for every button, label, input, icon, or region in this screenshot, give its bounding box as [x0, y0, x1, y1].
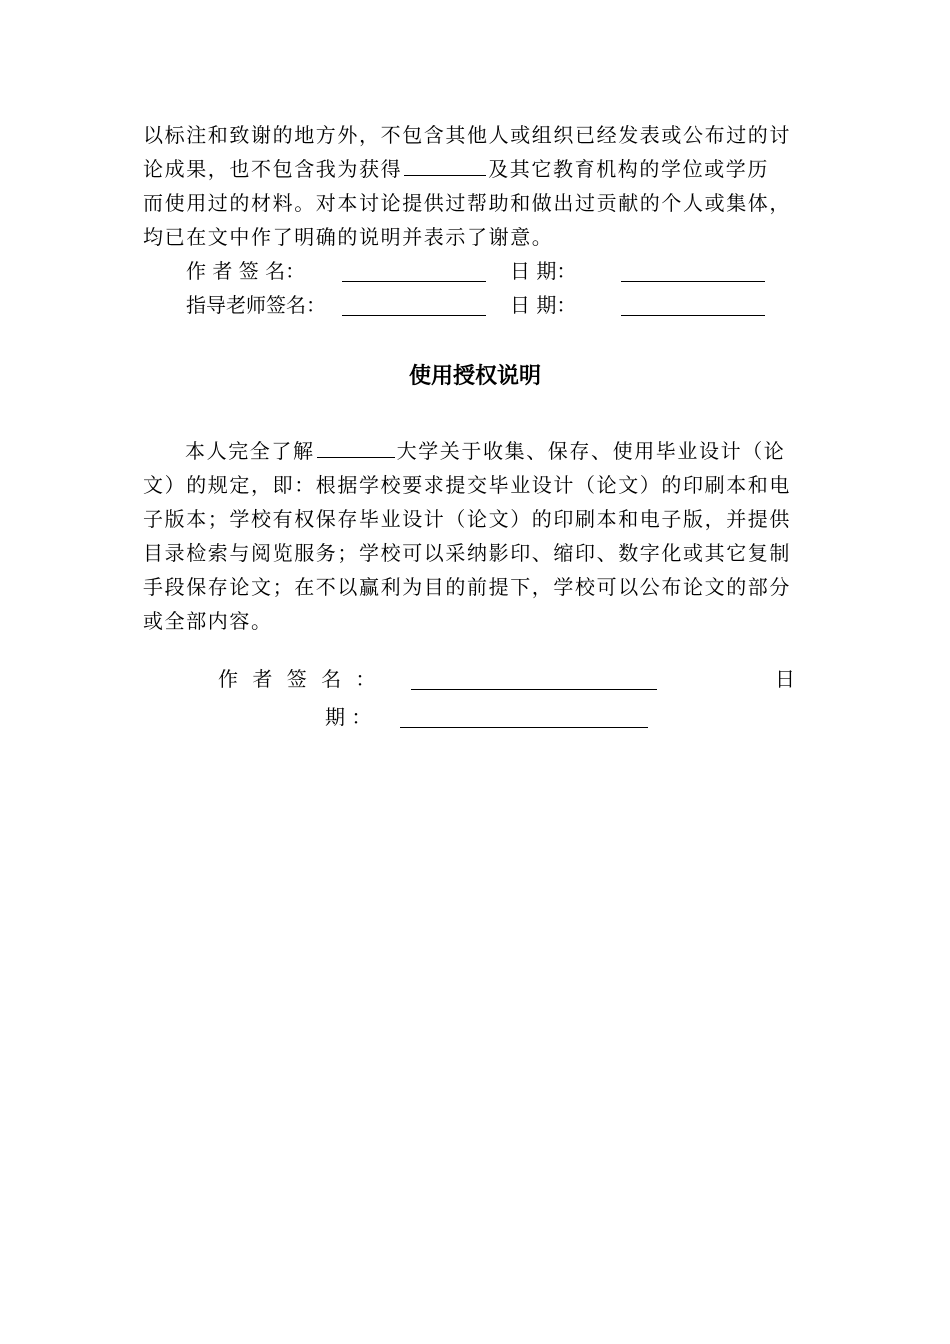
declaration-line-2-start: 论成果，也不包含我为获得 [143, 157, 403, 181]
declaration-line-2 [143, 152, 833, 186]
advisor-signature-label: 指导老师签名： [186, 293, 326, 317]
advisor-date-field[interactable] [621, 315, 765, 316]
advisor-signature-field[interactable] [342, 315, 486, 316]
authorization-line-1-start: 本人完全了解 [185, 439, 315, 463]
declaration-line-4: 均已在文中作了明确的说明并表示了谢意。 [143, 225, 554, 249]
author-signature-label: 作 者 签 名： [186, 259, 306, 283]
authorization-date-char: 日 [775, 667, 795, 691]
authorization-date-field[interactable] [400, 727, 648, 728]
declaration-line-3: 而使用过的材料。对本讨论提供过帮助和做出过贡献的个人或集体， [143, 191, 791, 215]
authorization-date-label: 期 ： [325, 705, 372, 729]
advisor-date-label: 日 期： [510, 293, 577, 317]
author-signature-field[interactable] [342, 281, 486, 282]
date-field[interactable] [621, 281, 765, 282]
authorization-line-4: 目录检索与阅览服务；学校可以采纳影印、缩印、数字化或其它复制 [143, 541, 791, 565]
authorization-line-2: 文）的规定，即：根据学校要求提交毕业设计（论文）的印刷本和电 [143, 473, 791, 497]
authorization-line-1 [143, 434, 833, 468]
section-title: 使用授权说明 [408, 364, 541, 389]
declaration-line-2-end: 及其它教育机构的学位或学历 [488, 157, 770, 181]
authorization-author-field[interactable] [411, 689, 657, 690]
declaration-advisor-row [0, 288, 950, 322]
authorization-author-label: 作 者 签 名 ： [218, 667, 380, 691]
declaration-line-1: 以标注和致谢的地方外，不包含其他人或组织已经发表或公布过的讨 [143, 123, 791, 147]
declaration-author-row [0, 254, 950, 288]
authorization-line-6: 或全部内容。 [143, 609, 273, 633]
authorization-line-1-end: 大学关于收集、保存、使用毕业设计（论 [396, 439, 786, 463]
authorization-author-row [0, 662, 950, 696]
authorization-line-3: 子版本；学校有权保存毕业设计（论文）的印刷本和电子版，并提供 [143, 507, 791, 531]
institution-blank[interactable] [404, 155, 486, 176]
date-label: 日 期： [510, 259, 577, 283]
authorization-line-5: 手段保存论文；在不以赢利为目的前提下，学校可以公布论文的部分 [143, 575, 791, 599]
authorization-date-row [0, 700, 950, 734]
university-blank[interactable] [317, 437, 395, 458]
